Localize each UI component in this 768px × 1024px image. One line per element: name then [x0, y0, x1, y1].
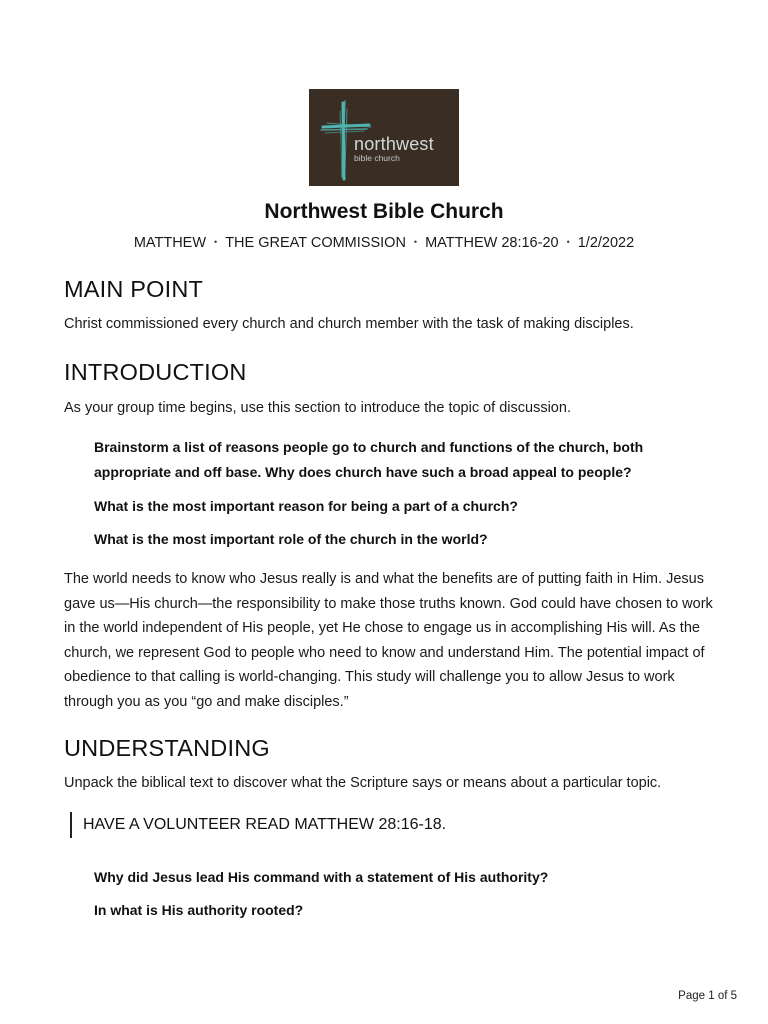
separator-dot: • — [566, 237, 570, 247]
discussion-question: Why did Jesus lead His command with a statement of His authority? — [94, 869, 549, 885]
meta-book: MATTHEW — [133, 235, 207, 251]
separator-dot: • — [214, 237, 218, 247]
separator-dot: • — [413, 237, 418, 247]
church-logo — [309, 89, 459, 186]
sermon-meta — [0, 235, 768, 251]
discussion-question: In what is His authority rooted? — [94, 902, 304, 918]
understanding-intro: Unpack the biblical text to discover what the Scripture says or means about a particular topic. — [64, 775, 662, 791]
discussion-question: Brainstorm a list of reasons people go to church and functions of the church, both appropriate and off base. Why does church have such a broad appeal to people? — [94, 439, 644, 480]
introduction-heading: INTRODUCTION — [64, 359, 247, 385]
main-point-heading: MAIN POINT — [64, 276, 204, 302]
reading-callout: HAVE A VOLUNTEER READ MATTHEW 28:16-18. — [70, 812, 446, 838]
meta-date: 1/2/2022 — [577, 235, 635, 251]
logo-wordmark: northwest — [354, 134, 434, 154]
introduction-intro: As your group time begins, use this section to introduce the topic of discussion. — [64, 400, 571, 416]
discussion-question: What is the most important role of the church in the world? — [94, 531, 488, 547]
church-title: Northwest Bible Church — [264, 200, 504, 223]
page-number: Page 1 of 5 — [678, 990, 737, 1002]
discussion-question: What is the most important reason for being a part of a church? — [94, 498, 518, 514]
main-point-text: Christ commissioned every church and church member with the task of making disciples. — [64, 316, 634, 332]
logo-subtitle: bible church — [354, 153, 400, 163]
understanding-heading: UNDERSTANDING — [64, 735, 270, 761]
meta-series: THE GREAT COMMISSION — [225, 235, 406, 251]
introduction-body: The world needs to know who Jesus really is and what the benefits are of putting faith in Him. Jesus gave us—His church—the responsibility to make those truths known. God could have chosen to work in the world independent of His people, yet He chose to engage us in accomplishing His will. As the church, we represent God to people who need to know and understand Him. The potential impact of obedience to that calling is world-changing. This study will challenge you to allow Jesus to work through you as you “go and make disciples.” — [64, 571, 713, 710]
meta-passage: MATTHEW 28:16-20 — [425, 235, 559, 251]
